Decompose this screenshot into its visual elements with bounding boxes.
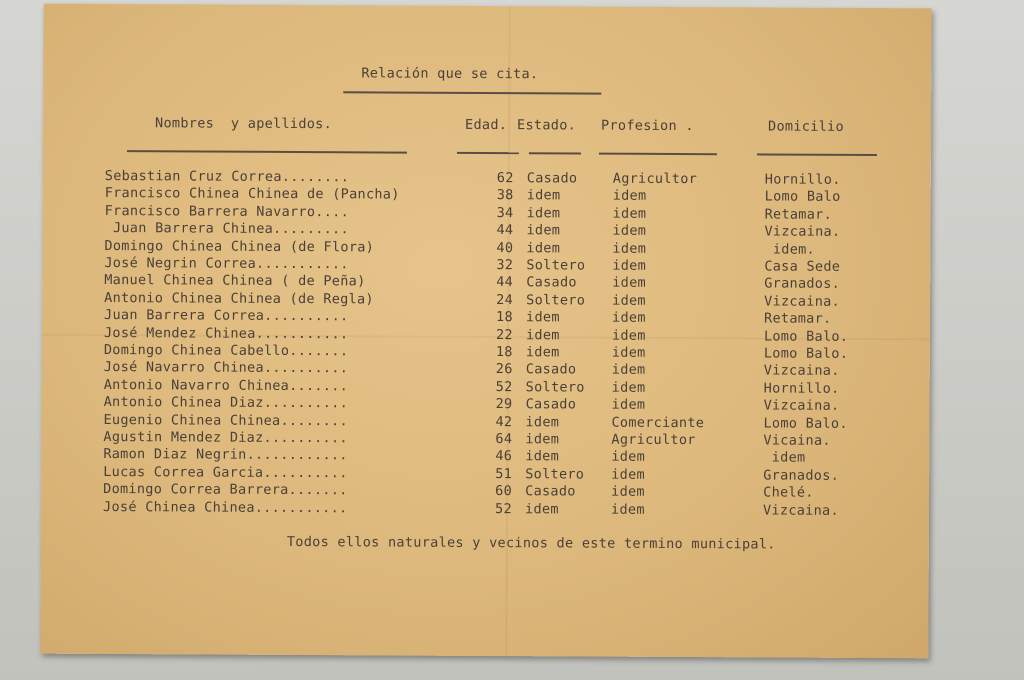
address-cell: Granados. xyxy=(764,275,841,293)
profession-cell: idem xyxy=(611,327,646,344)
person-name: Eugenio Chinea Chinea........ xyxy=(103,411,348,429)
header-name: Nombres y apellidos. xyxy=(155,115,333,133)
profession-cell: idem xyxy=(612,257,647,274)
person-name: Ramon Diaz Negrin............ xyxy=(103,446,348,464)
header-age: Edad. xyxy=(465,116,508,134)
age-cell: 40 xyxy=(496,239,514,256)
person-name: José Negrin Correa........... xyxy=(104,255,349,273)
status-cell: Casado xyxy=(526,170,578,187)
status-cell: Soltero xyxy=(526,257,586,274)
age-cell: 62 xyxy=(496,170,514,187)
table-row xyxy=(41,498,929,520)
person-name: Agustin Mendez Diaz.......... xyxy=(103,428,348,447)
profession-cell: idem xyxy=(611,362,646,379)
address-cell: Retamar. xyxy=(764,310,832,327)
person-name: Domingo Chinea Cabello....... xyxy=(103,341,349,360)
person-name: Juan Barrera Chinea......... xyxy=(104,220,349,238)
header-rule-profession xyxy=(599,153,717,156)
age-cell: 52 xyxy=(495,378,513,395)
address-cell: Granados. xyxy=(763,467,840,484)
profession-cell: idem xyxy=(611,396,646,414)
age-cell: 51 xyxy=(495,465,513,482)
address-cell: Vizcaina. xyxy=(764,223,841,241)
address-cell: Lomo Balo. xyxy=(763,415,848,432)
status-cell: Soltero xyxy=(525,379,585,396)
status-cell: idem xyxy=(525,500,559,517)
status-cell: Casado xyxy=(525,483,576,500)
address-cell: Lomo Balo xyxy=(764,188,841,206)
person-name: Sebastian Cruz Correa........ xyxy=(104,168,350,186)
age-cell: 64 xyxy=(495,431,513,448)
status-cell: idem xyxy=(525,413,560,430)
age-cell: 32 xyxy=(496,257,514,274)
profession-cell: idem xyxy=(612,309,646,327)
status-cell: idem xyxy=(526,239,561,256)
age-cell: 44 xyxy=(496,222,514,239)
address-cell: Casa Sede xyxy=(764,258,841,275)
profession-cell: Agricultor xyxy=(611,431,696,449)
status-cell: idem xyxy=(526,309,560,326)
status-cell: idem xyxy=(525,448,560,465)
age-cell: 18 xyxy=(495,344,513,361)
profession-cell: idem xyxy=(611,483,645,501)
person-name: José Mendez Chinea........... xyxy=(103,324,349,342)
address-cell: Hornillo. xyxy=(764,171,841,188)
status-cell: idem xyxy=(526,222,561,239)
status-cell: Soltero xyxy=(526,292,586,309)
person-name: Francisco Chinea Chinea de (Pancha) xyxy=(104,185,400,203)
person-name: Domingo Correa Barrera....... xyxy=(103,481,348,499)
profession-cell: idem xyxy=(611,379,646,396)
address-cell: Vizcaina. xyxy=(763,362,840,380)
person-name: José Chinea Chinea........... xyxy=(103,498,348,516)
status-cell: Casado xyxy=(526,274,577,291)
age-cell: 52 xyxy=(495,500,512,517)
address-cell: Lomo Balo. xyxy=(763,328,849,345)
profession-cell: idem xyxy=(611,501,645,518)
header-rule-address xyxy=(757,153,877,156)
address-cell: Hornillo. xyxy=(763,380,840,397)
header-status: Estado. xyxy=(517,117,577,134)
person-name: Antonio Chinea Diaz.......... xyxy=(103,394,349,412)
person-name: Juan Barrera Correa.......... xyxy=(104,307,349,325)
address-cell: Vizcaina. xyxy=(763,397,840,415)
profession-cell: idem xyxy=(612,222,647,240)
address-cell: Chelé. xyxy=(763,484,814,501)
person-name: Francisco Barrera Navarro.... xyxy=(104,202,350,221)
age-cell: 44 xyxy=(496,274,514,291)
status-cell: idem xyxy=(525,431,560,448)
person-name: Antonio Navarro Chinea....... xyxy=(103,376,349,395)
profession-cell: Comerciante xyxy=(611,414,705,431)
status-cell: Soltero xyxy=(525,466,585,483)
age-cell: 29 xyxy=(495,396,513,413)
header-rule-age xyxy=(457,152,519,154)
age-cell: 24 xyxy=(496,291,514,308)
profession-cell: idem xyxy=(612,292,646,309)
age-cell: 60 xyxy=(495,483,513,500)
status-cell: idem xyxy=(526,205,561,222)
status-cell: Casado xyxy=(525,361,577,378)
profession-cell: idem xyxy=(612,205,647,222)
profession-cell: idem xyxy=(611,449,646,466)
age-cell: 42 xyxy=(495,413,513,430)
header-address: Domicilio xyxy=(768,118,844,135)
person-name: Manuel Chinea Chinea ( de Peña) xyxy=(104,272,366,290)
age-cell: 46 xyxy=(495,448,513,465)
person-name: Antonio Chinea Chinea (de Regla) xyxy=(104,289,374,308)
status-cell: idem xyxy=(526,187,561,204)
header-profession: Profesion . xyxy=(601,117,694,135)
age-cell: 26 xyxy=(495,361,513,378)
profession-cell: idem xyxy=(612,240,647,257)
profession-cell: idem xyxy=(612,188,647,205)
address-cell: Retamar. xyxy=(764,206,833,223)
person-name: Lucas Correa Garcia.......... xyxy=(103,463,348,482)
profession-cell: Agricultor xyxy=(612,170,698,188)
age-cell: 34 xyxy=(496,204,514,221)
header-rule-name xyxy=(127,150,407,153)
age-cell: 18 xyxy=(496,309,513,326)
address-cell: Lomo Balo. xyxy=(763,345,849,362)
age-cell: 38 xyxy=(496,187,514,204)
person-name: Domingo Chinea Chinea (de Flora) xyxy=(104,237,375,256)
address-cell: Vizcaina. xyxy=(764,293,841,310)
document-title: Relación que se cita. xyxy=(361,65,539,83)
document-sheet xyxy=(40,4,931,659)
title-underline xyxy=(343,91,601,94)
status-cell: idem xyxy=(525,344,560,361)
profession-cell: idem xyxy=(612,275,647,292)
profession-cell: idem xyxy=(611,466,646,483)
address-cell: Vicaina. xyxy=(763,432,831,449)
age-cell: 22 xyxy=(495,326,513,343)
status-cell: Casado xyxy=(525,396,577,413)
person-name: José Navarro Chinea.......... xyxy=(103,359,349,377)
address-cell: Vizcaina. xyxy=(763,502,839,519)
document-footer: Todos ellos naturales y vecinos de este termino municipal. xyxy=(286,533,776,553)
address-cell: idem xyxy=(763,449,806,467)
status-cell: idem xyxy=(525,326,560,343)
profession-cell: idem xyxy=(611,344,646,361)
address-cell: idem. xyxy=(764,241,816,258)
header-rule-status xyxy=(529,152,581,154)
